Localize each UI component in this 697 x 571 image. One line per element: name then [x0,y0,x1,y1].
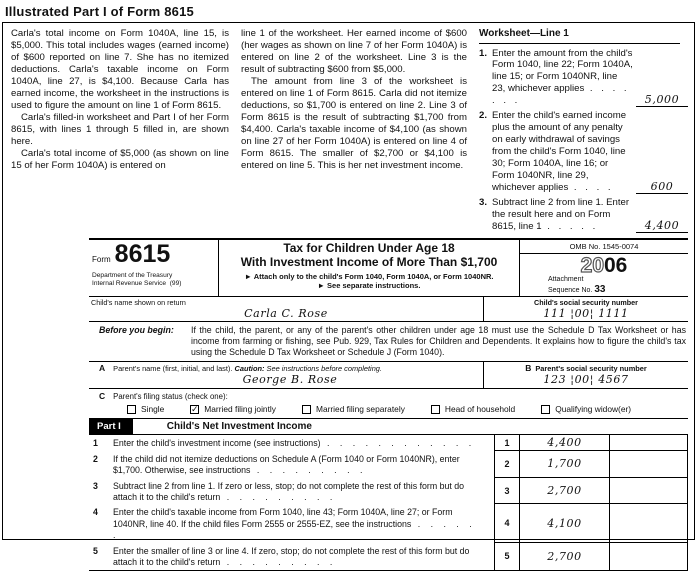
worksheet-item-1 [479,48,688,108]
line-a-letter: A [99,363,106,374]
form-line-5 [89,543,688,571]
worksheet-item-value: 5,000 [636,93,688,108]
line-box-number: 4 [494,504,520,542]
dot-leader: . . . . . . [113,518,476,541]
omb-number: OMB No. 1545-0074 [520,240,688,254]
form-8615 [89,238,688,571]
form-line-1 [89,435,688,450]
checkbox-head-of-household [431,405,440,414]
part1-header-bar [89,418,688,435]
line-text: If the child did not itemize deductions on Schedule A (Form 1040 or Form 1040NR), enter $1,700. Otherwise, see instructions [113,453,460,476]
check-mark-icon: ✓ [191,403,199,414]
line-number: 3 [93,480,98,491]
dot-leader: . . . . . . . . . [220,492,337,503]
filing-status-row [89,389,688,418]
worksheet-item-3 [479,197,688,233]
article-column-2 [241,28,467,234]
cents-column [610,451,688,478]
form-line-3 [89,478,688,505]
filing-status-head-of-household [431,404,515,414]
attachment-line-2: Sequence No. [548,287,593,295]
worksheet-item-text: Enter the child's earned income plus the amount of any penalty on early withdrawal of savings from the child's Form 1040, line 30; Form 1040A, line 16; or Form 1040NR, line 29, whichever applies [492,110,627,194]
content-box [2,22,695,568]
agency-line-2: Internal Revenue Service [92,279,167,287]
worksheet-item-number: 1. [479,47,488,59]
line-text: Enter the smaller of line 3 or line 4. If zero, stop; do not complete the rest of this form but do attach it to the child's return [113,545,470,568]
checkbox-label: Married filing separately [315,404,405,415]
line-number: 4 [93,507,98,518]
line-text: Enter the child's investment income (see instructions) [113,438,321,449]
cents-column [610,435,688,450]
paragraph: Carla's filled-in worksheet and Part I of her Form 8615, with lines 1 through 5 filled in, are shown here. [11,111,229,147]
paragraph: line 1 of the worksheet. Her earned income of $600 (her wages as shown on line 7 of her Form 1040A) is entered on line 2 of the worksheet. Line 3 is the result of subtracting $600 from $5,000. [241,28,467,75]
checkbox-single [127,405,136,414]
line-number: 2 [93,453,98,464]
checkbox-married-jointly [190,405,199,414]
before-you-begin [89,322,688,362]
part1-table [89,435,688,570]
checkbox-label: Qualifying widow(er) [555,404,632,415]
form-title-line-1: Tax for Children Under Age 18 [283,241,455,255]
line-number: 1 [93,438,98,449]
worksheet-line-1 [479,28,688,234]
paragraph: Carla's total income of $5,000 (as shown on line 15 of her Form 1040A) is entered on [11,147,229,171]
article-columns [11,28,688,234]
article-column-1 [11,28,229,234]
before-you-begin-text: If the child, the parent, or any of the parent's other children under age 18 must use the Schedule D Tax Worksheet or has income from farming or fishing, see Pub. 929, Tax Rules for Children and Dependents. It explains how to figure the child's tax using the Schedule D Tax Worksheet or Schedule J (Form 1040). [191,325,686,358]
filing-status-married-jointly [190,404,276,414]
line-c-letter: C [99,391,106,402]
attachment-line-1: Attachment [548,276,584,283]
paragraph: The amount from line 3 of the worksheet is entered on line 1 of Form 8615. Carla did not itemize deductions, so $1,700 is entered on line 2. Line 3 of Form 8615 is the result of subtracting $1,700 from $4,400. Carla's taxable income of $4,100 (as shown on line 27 of her Form 1040A) is entered on line 4 of Form 8615. The smaller of $2,700 or $4,100 is entered on line 5. This is her net investment income. [241,75,467,171]
parent-name-value: George B. Rose [242,373,338,387]
agency-code: (99) [169,279,182,287]
dot-leader: . . . . . [541,221,599,233]
dot-leader: . . . . . . . . . [250,465,367,476]
dot-leader: . . . . [568,182,614,194]
child-name-value: Carla C. Rose [244,307,328,321]
line-box-number: 3 [494,478,520,505]
line-amount: 4,100 [547,516,582,530]
caution-word: Caution: [234,364,265,374]
line-text: Subtract line 2 from line 1. If zero or less, stop; do not complete the rest of this form but do attach it to the child's return [113,480,465,503]
checkbox-label: Single [141,404,165,415]
worksheet-title: Worksheet—Line 1 [479,28,680,44]
cents-column [610,478,688,505]
line-amount: 2,700 [547,484,582,498]
tax-year-suffix: 06 [604,254,628,277]
line-text: Enter the child's taxable income from Form 1040, line 43; Form 1040A, line 27; or Form 1040NR, line 40. If the child files Form 2555 or 2555-EZ, see the instructions [113,507,453,529]
form-word: Form [92,255,111,264]
child-ssn-value: 111 ¦00¦ 1111 [543,307,629,321]
before-you-begin-label: Before you begin: [99,325,174,336]
line-box-number: 1 [494,435,520,450]
worksheet-item-number: 2. [479,110,488,122]
line-b-label: Parent's social security number [535,364,647,374]
line-amount: 2,700 [547,549,582,563]
child-ssn-label: Child's social security number [534,298,638,308]
attach-instruction: ► Attach only to the child's Form 1040, Form 1040A, or Form 1040NR. [244,271,494,281]
filing-status-qualifying-widow [541,404,631,414]
line-c-label: Parent's filing status (check one): [113,392,228,402]
part1-title: Child's Net Investment Income [166,421,312,433]
line-box-number: 2 [494,451,520,478]
line-amount: 1,700 [547,457,582,471]
checkbox-married-separately [302,405,311,414]
form-number: 8615 [114,240,171,268]
worksheet-item-text: Enter the amount from the child's Form 1040, line 22; Form 1040A, line 15; or Form 1040NR, line 23, whichever applies [492,47,633,95]
checkbox-qualifying-widow [541,405,550,414]
line-box-number: 5 [494,543,520,571]
child-name-label: Child's name shown on return [91,298,186,308]
form-title-block [219,240,520,296]
agency-block [92,272,215,288]
parent-row [89,362,688,389]
form-line-2 [89,451,688,478]
agency-line-1: Department of the Treasury [92,272,173,279]
checkbox-label: Head of household [444,404,516,415]
form-line-4 [89,504,688,542]
line-amount: 4,400 [547,436,582,450]
worksheet-item-value: 600 [636,180,688,195]
form-number-block [89,240,219,296]
dot-leader: . . . . . . . [492,83,630,107]
cents-column [610,543,688,571]
tax-year [520,254,688,276]
caution-text: See instructions before completing. [266,364,382,374]
filing-status-single [127,404,164,414]
omb-block [520,240,688,296]
worksheet-item-value: 4,400 [636,219,688,234]
worksheet-item-text: Subtract line 2 from line 1. Enter the result here and on Form 8615, line 1 [492,197,630,233]
tax-year-prefix: 20 [580,254,604,277]
part1-label: Part I [89,419,133,434]
line-number: 5 [93,545,98,556]
form-header [89,238,688,297]
worksheet-item-2 [479,110,688,194]
attachment-number: 33 [594,284,606,296]
worksheet-item-number: 3. [479,197,488,209]
page-title: Illustrated Part I of Form 8615 [5,4,194,19]
parent-ssn-value: 123 ¦00¦ 4567 [543,373,629,387]
dot-leader: . . . . . . . . . [220,557,337,568]
name-ssn-row [89,297,688,322]
dot-leader: . . . . . . . . . . . . [320,438,476,449]
cents-column [610,504,688,542]
paragraph: Carla's total income on Form 1040A, line 15, is $5,000. This total includes wages (earned income) of $600 reported on line 7. She has no itemized deductions. Carla's taxable income on Form 1040A, line 27, is $4,100. Because Carla has earned income, the worksheet in the instructions is used to figure the amount on line 1 of Form 8615. [11,28,229,111]
form-title-line-2: With Investment Income of More Than $1,700 [240,254,498,269]
see-instruction: ► See separate instructions. [317,280,421,290]
line-a-label: Parent's name (first, initial, and last). [113,364,233,374]
filing-status-married-separately [302,404,405,414]
line-b-letter: B [525,363,532,374]
checkbox-label: Married filing jointly [204,404,276,415]
attachment-sequence [520,276,688,296]
